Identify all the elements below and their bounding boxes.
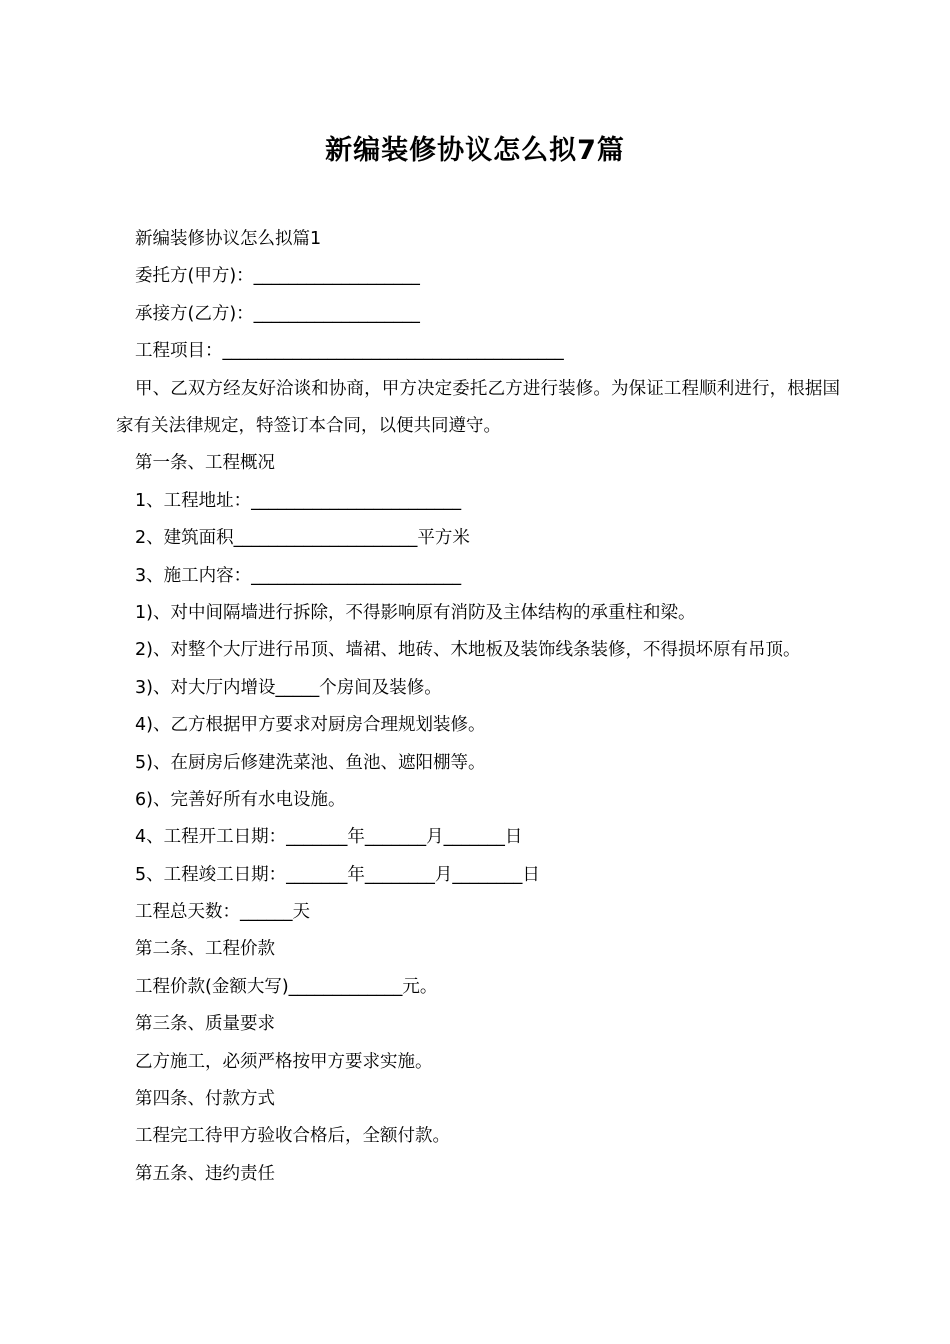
total-days-field: 工程总天数：______天 xyxy=(135,902,310,923)
article-heading: 第五条、违约责任 xyxy=(135,1163,275,1184)
list-item: 2)、对整个大厅进行吊顶、墙裙、地砖、木地板及装饰线条装修，不得损坏原有吊顶。 xyxy=(135,640,801,661)
party-b-field: 承接方(乙方)：___________________ xyxy=(135,303,420,324)
article-heading: 第一条、工程概况 xyxy=(135,453,275,474)
article-heading: 第二条、工程价款 xyxy=(135,939,275,960)
start-date-field: 4、工程开工日期：_______年_______月_______日 xyxy=(135,827,523,848)
address-field: 1、工程地址：________________________ xyxy=(135,490,462,511)
clause-text: 乙方施工，必须严格按甲方要求实施。 xyxy=(135,1051,433,1072)
document-body xyxy=(116,221,840,1193)
party-a-field: 委托方(甲方)：___________________ xyxy=(135,266,420,287)
document-title: 新编装修协议怎么拟7篇 xyxy=(325,135,625,166)
price-field: 工程价款(金额大写)_____________元。 xyxy=(135,976,438,997)
clause-text: 工程完工待甲方验收合格后，全额付款。 xyxy=(135,1126,450,1147)
list-item: 4)、乙方根据甲方要求对厨房合理规划装修。 xyxy=(135,715,486,736)
list-item: 6)、完善好所有水电设施。 xyxy=(135,789,346,810)
article-heading: 第四条、付款方式 xyxy=(135,1089,275,1110)
preamble-paragraph: 甲、乙双方经友好洽谈和协商，甲方决定委托乙方进行装修。为保证工程顺利进行，根据国家有关法律规定，特签订本合同，以便共同遵守。 xyxy=(116,378,840,436)
content-field: 3、施工内容：________________________ xyxy=(135,565,462,586)
article-heading: 第三条、质量要求 xyxy=(135,1014,275,1035)
area-field: 2、建筑面积_____________________平方米 xyxy=(135,528,470,549)
end-date-field: 5、工程竣工日期：_______年________月________日 xyxy=(135,864,540,885)
section-heading: 新编装修协议怎么拟篇1 xyxy=(135,229,322,249)
list-item: 5)、在厨房后修建洗菜池、鱼池、遮阳棚等。 xyxy=(135,752,486,773)
project-field: 工程项目：_______________________________________ xyxy=(135,341,564,362)
list-item: 1)、对中间隔墙进行拆除，不得影响原有消防及主体结构的承重柱和梁。 xyxy=(135,602,696,623)
list-item: 3)、对大厅内增设_____个房间及装修。 xyxy=(135,677,442,698)
